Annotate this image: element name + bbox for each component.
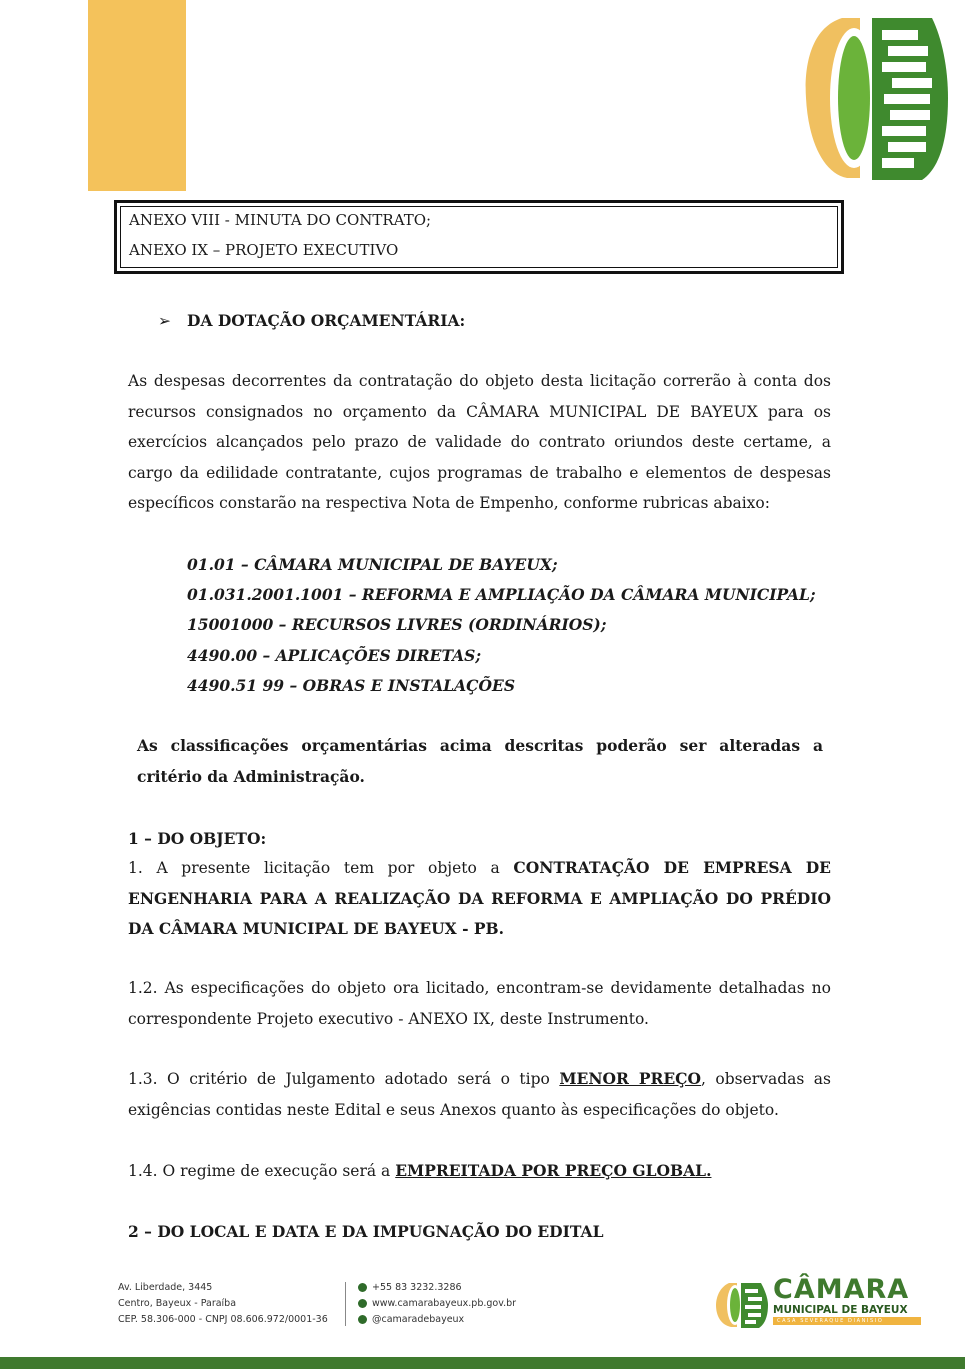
dotacao-heading xyxy=(158,305,465,337)
annex-box xyxy=(114,200,844,274)
rubrica-item: 01.031.2001.1001 – REFORMA E AMPLIAÇÃO DA CÂMARA MUNICIPAL; xyxy=(187,585,816,604)
rubrica-item: 4490.00 – APLICAÇÕES DIRETAS; xyxy=(187,646,482,665)
footer-phone: +55 83 3232.3286 xyxy=(372,1282,462,1293)
annex-viii-line: ANEXO VIII - MINUTA DO CONTRATO; xyxy=(129,211,432,229)
objeto-paragraph-4 xyxy=(128,1155,711,1187)
footer-website[interactable]: www.camarabayeux.pb.gov.br xyxy=(372,1298,517,1309)
footer-address-line: Centro, Bayeux - Paraíba xyxy=(118,1298,237,1309)
logo-tagline: CASA SEVERAQUE DIANISIO xyxy=(773,1317,921,1325)
camara-emblem-logo xyxy=(802,8,950,184)
logo-subtitle: MUNICIPAL DE BAYEUX xyxy=(773,1304,908,1316)
instagram-icon xyxy=(358,1315,367,1324)
rubrica-item: 15001000 – RECURSOS LIVRES (ORDINÁRIOS); xyxy=(187,615,607,634)
annex-ix-line: ANEXO IX – PROJETO EXECUTIVO xyxy=(129,241,399,259)
phone-icon xyxy=(358,1283,367,1292)
objeto-p3-suffix: , observadas as exigências contidas neste Edital e seus Anexos quanto às especificações do objeto. xyxy=(128,1070,832,1119)
objeto-paragraph-2: 1.2. As especificações do objeto ora licitado, encontram-se devidamente detalhadas no correspondente Projeto executivo - ANEXO IX, deste Instrumento. xyxy=(128,979,831,1028)
footer-divider xyxy=(345,1282,346,1326)
classificacoes-note: As classificações orçamentárias acima descritas poderão ser alteradas a critério da Administração. xyxy=(137,736,823,786)
objeto-p1-prefix: 1. A presente licitação tem por objeto a xyxy=(128,859,514,877)
dotacao-heading-text: DA DOTAÇÃO ORÇAMENTÁRIA: xyxy=(187,311,466,330)
rubrica-item: 01.01 – CÂMARA MUNICIPAL DE BAYEUX; xyxy=(187,555,558,574)
empreitada-text: EMPREITADA POR PREÇO GLOBAL. xyxy=(395,1161,712,1180)
objeto-p3-prefix: 1.3. O critério de Julgamento adotado será o tipo xyxy=(128,1070,560,1088)
footer-address xyxy=(118,1280,328,1328)
logo-title: CÂMARA xyxy=(773,1274,910,1305)
footer-emblem-icon xyxy=(715,1280,769,1330)
objeto-p1-bold: CONTRATAÇÃO DE EMPRESA DE ENGENHARIA PARA A REALIZAÇÃO DA REFORMA E AMPLIAÇÃO DO PRÉDIO DA CÂMARA MUNICIPAL DE BAYEUX - PB. xyxy=(128,858,831,938)
objeto-heading: 1 – DO OBJETO: xyxy=(128,829,267,848)
footer-social[interactable]: @camaradebayeux xyxy=(372,1314,465,1325)
objeto-paragraph-1 xyxy=(128,853,831,945)
arrow-bullet-icon: ➢ xyxy=(158,312,171,330)
dotacao-paragraph: As despesas decorrentes da contratação do objeto desta licitação correrão à conta dos recursos consignados no orçamento da CÂMARA MUNICIPAL DE BAYEUX para os exercícios alcançados pelo prazo de validade do contrato oriundos deste certame, a cargo da edilidade contratante, cujos programas de trabalho e elementos de despesas específicos constarão na respectiva Nota de Empenho, conforme rubricas abaixo: xyxy=(128,372,831,513)
local-heading: 2 – DO LOCAL E DATA E DA IMPUGNAÇÃO DO EDITAL xyxy=(128,1222,604,1241)
footer-contacts xyxy=(358,1280,516,1328)
footer-green-bar xyxy=(0,1357,965,1369)
objeto-p4-prefix: 1.4. O regime de execução será a xyxy=(128,1162,396,1180)
footer-address-line: Av. Liberdade, 3445 xyxy=(118,1282,213,1293)
header-accent-block xyxy=(88,0,186,191)
footer-address-line: CEP. 58.306-000 - CNPJ 08.606.972/0001-36 xyxy=(118,1314,328,1325)
objeto-paragraph-3 xyxy=(128,1064,831,1125)
footer-logo-text xyxy=(773,1276,925,1325)
globe-icon xyxy=(358,1299,367,1308)
rubrica-item: 4490.51 99 – OBRAS E INSTALAÇÕES xyxy=(187,676,516,695)
menor-preco-text: MENOR PREÇO xyxy=(559,1069,702,1088)
